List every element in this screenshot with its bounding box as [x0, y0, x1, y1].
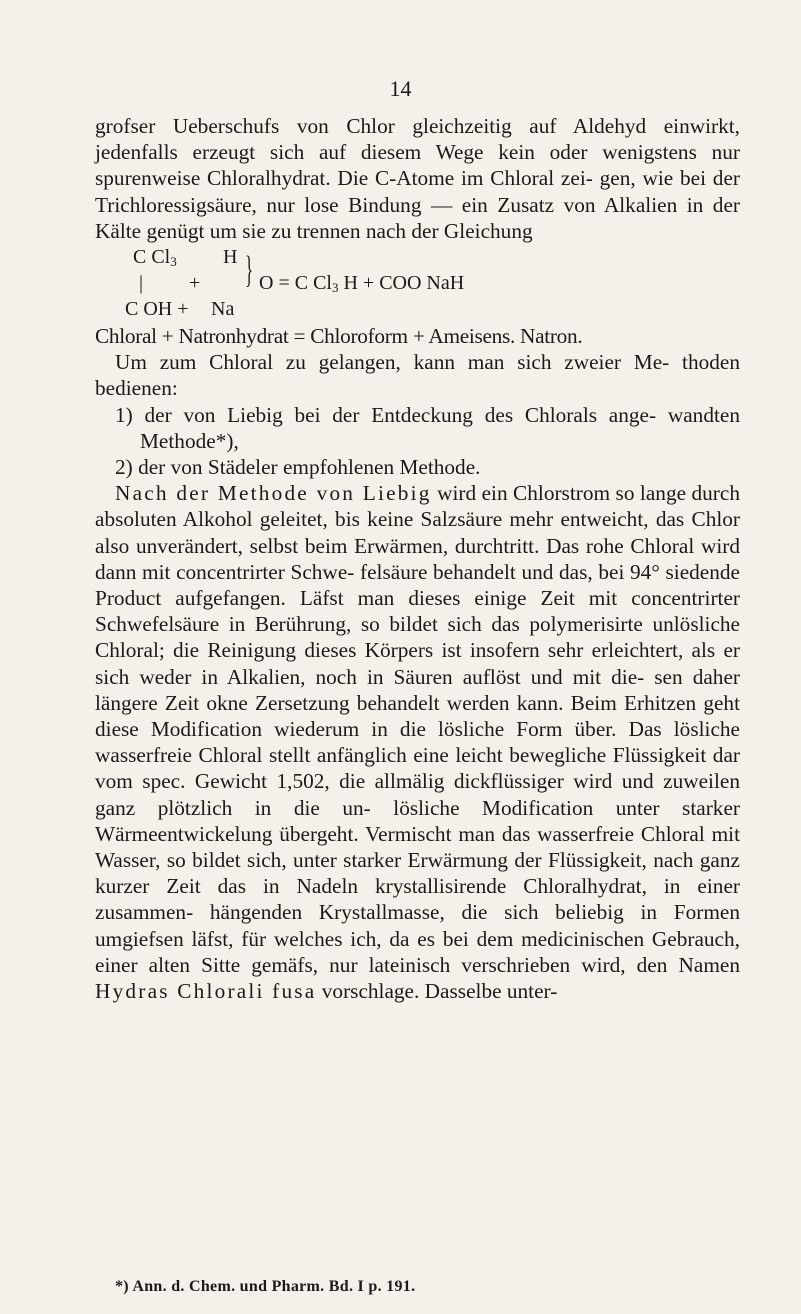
body-text [95, 113, 740, 1004]
paragraph-liebig-end: vorschlage. Dasselbe unter- [321, 979, 558, 1004]
eq-coh: C OH + [125, 298, 189, 321]
eq-h: H [223, 246, 238, 269]
chemical-equation [95, 244, 740, 323]
paragraph-liebig-body: wird ein Chlorstrom so lange durch absoluten Alkohol geleitet, bis keine Salzsäure mehr entweicht, das Chlor also unverändert, selbst beim Erwärmen, durchtritt. Das rohe Chloral wird dann mit concentrirter Schwe- felsäure behandelt und das, bei 94° siedende Product aufgefangen. Läfst man dieses einige Zeit mit concentrirter Schwefelsäure in Berührung, so bildet sich das polymerisirte unlösliche Chloral; die Reinigung dieses Körpers ist insofern sehr erleichtert, als er sich weder in Alkalien, noch in Säuren auflöst und mit die- sen daher längere Zeit okne Zersetzung behandelt werden kann. Beim Erhitzen geht diese Modification wiederum in die lösliche Form über. Das lösliche wasserfreie Chloral stellt anfänglich eine leicht bewegliche Flüssigkeit dar vom spec. Gewicht 1,502, die allmälig dickflüssiger wird und zuweilen ganz plötzlich in die un- lösliche Modification unter starker Wärmeentwickelung übergeht. Vermischt man das wasserfreie Chloral mit Wasser, so bildet sich, unter starker Erwärmung der Flüssigkeit, nach ganz kurzer Zeit das in Nadeln krystallisirende Chloralhydrat, in einer zusammen- hängenden Krystallmasse, die sich beliebig in Formen umgiefsen läfst, für welches ich, da es bei dem medicinischen Gebrauch, einer alten Sitte gemäfs, nur lateinisch verschrieben wird, den Namen [95, 481, 740, 977]
page-number: 14 [389, 76, 412, 101]
eq-bond: | [139, 272, 144, 295]
footnote: *) Ann. d. Chem. und Pharm. Bd. I p. 191. [115, 1278, 416, 1295]
list-item-2: 2) der von Städeler empfohlenen Methode. [115, 455, 481, 480]
lead-phrase: Nach der Methode von Liebig [115, 481, 432, 506]
eq-plus: + [189, 272, 201, 295]
paragraph-intro: grofser Ueberschufs von Chlor gleichzeitig auf Aldehyd einwirkt, jedenfalls erzeugt sich auf diesem Wege kein oder wenigstens nur spurenweise Chloralhydrat. Die C-Atome im Chloral zei- gen, wie bei der Trichloressigsäure, nur lose Bindung — ein Zusatz von Alkalien in der Kälte genügt um sie zu trennen nach der Gleichung [95, 114, 740, 243]
eq-brace: } [245, 249, 254, 292]
eq-ccl3: C $Cl_3$ [133, 246, 177, 270]
equation-label: Chloral + Natronhydrat = Chloroform + Ameisens. Natron. [95, 324, 583, 349]
latin-term: Hydras Chlorali fusa [95, 979, 317, 1004]
eq-rhs: O = C $Cl_3$ H + COO NaH [259, 272, 465, 296]
paragraph-liebig [95, 480, 740, 1004]
paragraph-methods: Um zum Chloral zu gelangen, kann man sich zweier Me- thoden bedienen: [95, 350, 740, 401]
list-item-1: 1) der von Liebig bei der Entdeckung des Chlorals ange- wandten Methode*), [115, 402, 740, 453]
eq-na: Na [211, 298, 235, 321]
